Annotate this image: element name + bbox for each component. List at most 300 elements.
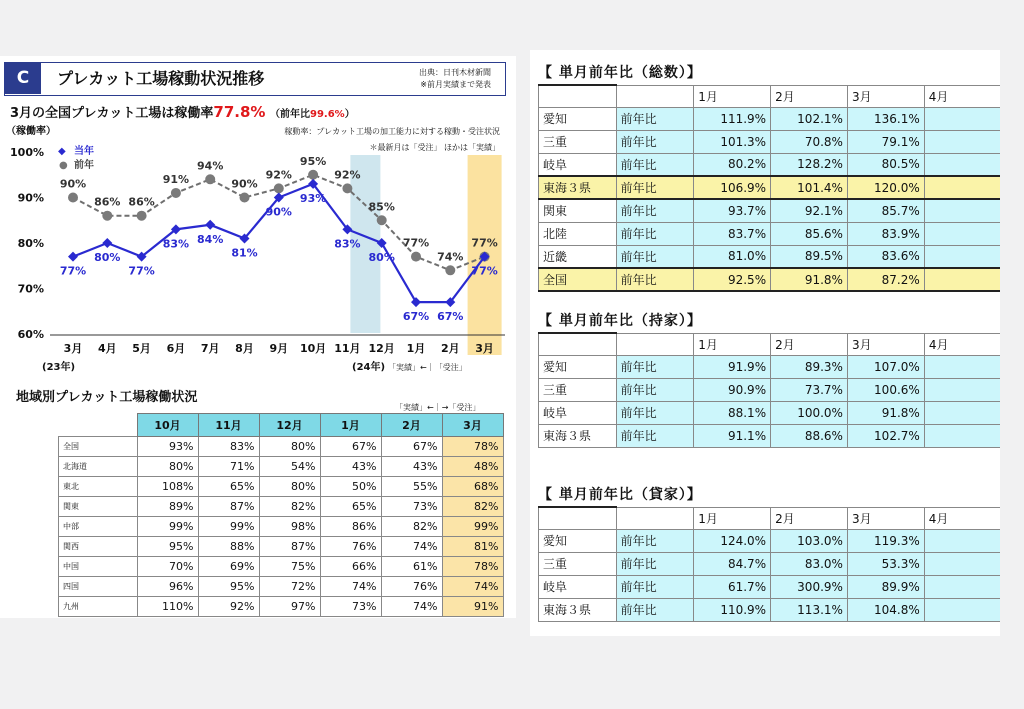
table-row [539, 176, 1001, 199]
table-row [539, 268, 1001, 291]
yoy-value: 110.9% [694, 598, 771, 621]
yoy-header-row [539, 85, 1001, 107]
yoy-value: 83.0% [771, 552, 848, 575]
point-current [102, 238, 112, 248]
region-value: 80% [259, 477, 320, 497]
yoy-header-blank [539, 333, 617, 355]
table-row [539, 199, 1001, 222]
label-prev: 92% [334, 168, 361, 182]
yoy-value: 53.3% [847, 552, 924, 575]
latest-note: ＊最新月は「受注」 ほかは「実績」 [369, 143, 500, 152]
region-name: 全国 [59, 437, 138, 457]
chart-header [4, 62, 506, 96]
region-value: 54% [259, 457, 320, 477]
legend-marker-current: ◆ [58, 146, 66, 157]
chart-title: プレカット工場稼動状況推移 [57, 69, 265, 88]
yoy-value: 119.3% [847, 529, 924, 552]
region-value: 50% [320, 477, 381, 497]
region-value: 75% [259, 557, 320, 577]
region-header-cell: 11月 [198, 414, 259, 437]
label-prev: 86% [128, 195, 155, 209]
yoy-value: 91.8% [847, 401, 924, 424]
yoy-region: 関東 [539, 199, 617, 222]
headline-rate: 77.8% [213, 103, 266, 121]
yoy-empty-cell [924, 424, 1000, 447]
region-value: 82% [442, 497, 503, 517]
yoy-region: 全国 [539, 268, 617, 291]
yoy-table-total [538, 84, 1000, 292]
label-prev: 85% [368, 200, 395, 214]
region-table-title: 地域別プレカット工場稼働状況 [16, 390, 198, 405]
region-value: 55% [381, 477, 442, 497]
yoy-value: 100.0% [771, 401, 848, 424]
headline [10, 102, 355, 121]
point-current [68, 252, 78, 262]
yoy-value: 83.9% [847, 222, 924, 245]
point-prev [308, 170, 318, 180]
region-value: 73% [320, 597, 381, 617]
yoy-metric: 前年比 [616, 199, 694, 222]
x-tick-label: 1月 [406, 342, 426, 355]
header-blank [59, 414, 138, 437]
section-letter: C [5, 63, 41, 94]
region-value: 92% [198, 597, 259, 617]
point-current [411, 297, 421, 307]
yoy-month-header: 4月 [924, 507, 1000, 529]
label-current: 90% [265, 205, 292, 219]
yoy-value: 91.8% [771, 268, 848, 291]
region-name: 東北 [59, 477, 138, 497]
y-tick-label: 100% [10, 146, 44, 159]
yoy-value: 85.7% [847, 199, 924, 222]
table-row [539, 222, 1001, 245]
region-value: 99% [137, 517, 198, 537]
point-prev [171, 188, 181, 198]
point-prev [342, 183, 352, 193]
region-value: 89% [137, 497, 198, 517]
yoy-region: 岐阜 [539, 575, 617, 598]
yoy-header-blank [539, 85, 617, 107]
table-row [539, 378, 1001, 401]
region-header-cell: 12月 [259, 414, 320, 437]
table-row [59, 477, 504, 497]
yoy-header-row [539, 333, 1001, 355]
region-value: 70% [137, 557, 198, 577]
yoy-header-blank [616, 507, 694, 529]
region-value: 80% [137, 457, 198, 477]
region-value: 98% [259, 517, 320, 537]
label-current: 77% [471, 264, 498, 278]
yoy-metric: 前年比 [616, 176, 694, 199]
yoy-value: 101.3% [694, 130, 771, 153]
yoy-value: 91.9% [694, 355, 771, 378]
label-prev: 77% [402, 236, 430, 250]
yoy-value: 104.8% [847, 598, 924, 621]
region-value: 76% [320, 537, 381, 557]
yoy-table-owner [538, 332, 1000, 448]
yoy-empty-cell [924, 598, 1000, 621]
yoy-value: 90.9% [694, 378, 771, 401]
yoy-metric: 前年比 [616, 355, 694, 378]
label-current: 80% [94, 251, 121, 264]
region-value: 82% [381, 517, 442, 537]
region-value: 72% [259, 577, 320, 597]
region-value: 71% [198, 457, 259, 477]
yoy-value: 111.9% [694, 107, 771, 130]
region-value: 99% [198, 517, 259, 537]
region-value: 66% [320, 557, 381, 577]
yoy-month-header: 1月 [694, 507, 771, 529]
yoy-empty-cell [924, 199, 1000, 222]
yoy-value: 61.7% [694, 575, 771, 598]
table-row [539, 575, 1001, 598]
yoy-value: 88.1% [694, 401, 771, 424]
line-chart [0, 122, 516, 384]
region-value: 78% [442, 557, 503, 577]
table-row [59, 497, 504, 517]
yoy-metric: 前年比 [616, 245, 694, 268]
region-value: 99% [442, 517, 503, 537]
table-title-owner: 【 単月前年比（持家）】 [538, 313, 702, 329]
region-value: 108% [137, 477, 198, 497]
yoy-region: 愛知 [539, 355, 617, 378]
x-tick-label: 3月 [63, 342, 83, 355]
region-header-cell: 3月 [442, 414, 503, 437]
label-current: 93% [299, 191, 327, 205]
x-tick-label: 12月 [368, 342, 395, 355]
yoy-region: 三重 [539, 130, 617, 153]
region-table [58, 413, 504, 617]
yoy-month-header: 4月 [924, 333, 1000, 355]
yoy-value: 101.4% [771, 176, 848, 199]
table-row [539, 130, 1001, 153]
label-prev: 86% [94, 195, 121, 209]
table-row [539, 355, 1001, 378]
table-row [539, 153, 1001, 176]
yoy-metric: 前年比 [616, 107, 694, 130]
label-current: 83% [334, 237, 361, 251]
yoy-region: 東海３県 [539, 424, 617, 447]
region-value: 74% [381, 537, 442, 557]
region-value: 65% [198, 477, 259, 497]
legend-label-current: 当年 [74, 146, 94, 157]
yoy-empty-cell [924, 107, 1000, 130]
yoy-value: 113.1% [771, 598, 848, 621]
yoy-region: 愛知 [539, 529, 617, 552]
yoy-header-blank [539, 507, 617, 529]
yoy-value: 80.2% [694, 153, 771, 176]
yoy-metric: 前年比 [616, 424, 694, 447]
region-value: 80% [259, 437, 320, 457]
yoy-value: 83.6% [847, 245, 924, 268]
region-value: 91% [442, 597, 503, 617]
yoy-value: 124.0% [694, 529, 771, 552]
region-value: 67% [320, 437, 381, 457]
y-tick-label: 80% [17, 237, 44, 250]
region-value: 68% [442, 477, 503, 497]
x-tick-label: 3月 [475, 342, 494, 355]
x-tick-label: 5月 [132, 342, 151, 355]
yoy-empty-cell [924, 222, 1000, 245]
region-name: 北海道 [59, 457, 138, 477]
region-header-cell: 1月 [320, 414, 381, 437]
yoy-value: 81.0% [694, 245, 771, 268]
yoy-metric: 前年比 [616, 153, 694, 176]
table-title-total: 【 単月前年比（総数）】 [538, 65, 702, 81]
yoy-metric: 前年比 [616, 529, 694, 552]
yoy-metric: 前年比 [616, 268, 694, 291]
region-name: 四国 [59, 577, 138, 597]
bottom-note: 「実績」←｜「受注」 [388, 363, 467, 372]
table-row [59, 437, 504, 457]
yoy-month-header: 3月 [847, 333, 924, 355]
region-value: 82% [259, 497, 320, 517]
yoy-month-header: 2月 [771, 85, 848, 107]
yoy-value: 83.7% [694, 222, 771, 245]
x-tick-label: 9月 [269, 342, 289, 355]
yoy-value: 300.9% [771, 575, 848, 598]
yoy-metric: 前年比 [616, 552, 694, 575]
yoy-region: 北陸 [539, 222, 617, 245]
region-header-cell: 2月 [381, 414, 442, 437]
region-value: 74% [442, 577, 503, 597]
yoy-empty-cell [924, 575, 1000, 598]
yoy-value: 80.5% [847, 153, 924, 176]
region-value: 96% [137, 577, 198, 597]
region-name: 中部 [59, 517, 138, 537]
region-value: 83% [198, 437, 259, 457]
point-prev [205, 174, 215, 184]
table-row [539, 529, 1001, 552]
yoy-region: 三重 [539, 378, 617, 401]
region-value: 73% [381, 497, 442, 517]
yoy-empty-cell [924, 130, 1000, 153]
yoy-empty-cell [924, 552, 1000, 575]
x-tick-label: 10月 [299, 342, 327, 355]
region-value: 69% [198, 557, 259, 577]
region-value: 95% [198, 577, 259, 597]
label-current: 77% [59, 264, 87, 278]
yoy-empty-cell [924, 401, 1000, 424]
yoy-value: 102.1% [771, 107, 848, 130]
yoy-empty-cell [924, 245, 1000, 268]
point-prev [411, 252, 421, 262]
yoy-empty-cell [924, 176, 1000, 199]
table-row [539, 552, 1001, 575]
region-value: 88% [198, 537, 259, 557]
legend-label-prev: 前年 [74, 160, 94, 171]
yoy-metric: 前年比 [616, 598, 694, 621]
source-note: ※前月実績まで発表 [420, 80, 491, 89]
source-text: 出典：日刊木材新聞 [419, 68, 491, 77]
table-title-rental: 【 単月前年比（貸家）】 [538, 487, 702, 503]
table-row [59, 537, 504, 557]
x-tick-label: 6月 [166, 342, 186, 355]
yoy-value: 120.0% [847, 176, 924, 199]
yoy-empty-cell [924, 529, 1000, 552]
yoy-value: 128.2% [771, 153, 848, 176]
region-table-arrow-note: 「実績」←｜→「受注」 [395, 403, 481, 412]
point-prev [377, 215, 387, 225]
region-name: 関西 [59, 537, 138, 557]
x-tick-label: 4月 [97, 342, 117, 355]
yoy-month-header: 3月 [847, 85, 924, 107]
yoy-metric: 前年比 [616, 575, 694, 598]
headline-prefix: 3月の全国プレカット工場は稼働率 [10, 106, 214, 121]
label-prev: 77% [471, 236, 498, 250]
x-tick-label: 2月 [440, 342, 460, 355]
region-value: 87% [198, 497, 259, 517]
yoy-header-blank [616, 85, 694, 107]
point-prev [240, 193, 250, 203]
yoy-metric: 前年比 [616, 401, 694, 424]
label-prev: 91% [162, 172, 190, 186]
yoy-region: 三重 [539, 552, 617, 575]
table-row [539, 401, 1001, 424]
label-current: 84% [197, 232, 224, 246]
yoy-header-blank [616, 333, 694, 355]
yoy-value: 93.7% [694, 199, 771, 222]
yoy-value: 85.6% [771, 222, 848, 245]
region-value: 74% [320, 577, 381, 597]
yoy-region: 近畿 [539, 245, 617, 268]
headline-yoy-value: 99.6% [309, 109, 345, 120]
y-tick-label: 60% [17, 328, 44, 341]
yoy-region: 愛知 [539, 107, 617, 130]
label-prev: 90% [231, 177, 258, 191]
yoy-metric: 前年比 [616, 130, 694, 153]
yoy-value: 89.9% [847, 575, 924, 598]
region-value: 87% [259, 537, 320, 557]
yoy-month-header: 2月 [771, 507, 848, 529]
region-value: 67% [381, 437, 442, 457]
year-label-end: (24年) [352, 362, 386, 373]
yoy-value: 136.1% [847, 107, 924, 130]
yoy-value: 106.9% [694, 176, 771, 199]
headline-yoy-prefix: （前年比 [269, 109, 310, 120]
region-value: 93% [137, 437, 198, 457]
yoy-value: 92.1% [771, 199, 848, 222]
region-value: 48% [442, 457, 503, 477]
yoy-table-rental [538, 506, 1000, 622]
yoy-value: 102.7% [847, 424, 924, 447]
point-prev [137, 211, 147, 221]
point-current [205, 220, 215, 230]
right-panel [530, 50, 1000, 636]
headline-yoy [270, 109, 355, 120]
table-row [59, 457, 504, 477]
yoy-month-header: 4月 [924, 85, 1000, 107]
year-label-start: (23年) [42, 362, 76, 373]
yoy-header-row [539, 507, 1001, 529]
label-current: 81% [231, 246, 258, 260]
yoy-value: 91.1% [694, 424, 771, 447]
region-value: 95% [137, 537, 198, 557]
yoy-month-header: 1月 [694, 333, 771, 355]
table-row [539, 598, 1001, 621]
region-value: 61% [381, 557, 442, 577]
yoy-region: 東海３県 [539, 176, 617, 199]
region-name: 関東 [59, 497, 138, 517]
yoy-value: 103.0% [771, 529, 848, 552]
table-row [59, 557, 504, 577]
region-value: 76% [381, 577, 442, 597]
point-prev [68, 193, 78, 203]
table-row [539, 424, 1001, 447]
yoy-value: 70.8% [771, 130, 848, 153]
yoy-value: 73.7% [771, 378, 848, 401]
label-current: 80% [368, 251, 395, 264]
yoy-empty-cell [924, 378, 1000, 401]
region-table-header [59, 414, 504, 437]
region-value: 74% [381, 597, 442, 617]
label-prev: 90% [59, 177, 87, 191]
yoy-value: 89.5% [771, 245, 848, 268]
y-axis-label: （稼働率） [6, 126, 56, 137]
region-header-cell: 10月 [137, 414, 198, 437]
label-prev: 95% [299, 154, 327, 168]
left-panel [0, 56, 516, 618]
region-value: 43% [381, 457, 442, 477]
region-name: 九州 [59, 597, 138, 617]
x-tick-label: 11月 [334, 342, 361, 355]
yoy-value: 88.6% [771, 424, 848, 447]
yoy-metric: 前年比 [616, 378, 694, 401]
region-name: 中国 [59, 557, 138, 577]
y-tick-label: 70% [17, 282, 44, 296]
yoy-empty-cell [924, 355, 1000, 378]
region-value: 81% [442, 537, 503, 557]
label-prev: 74% [437, 250, 464, 264]
definition-note: 稼動率：プレカット工場の加工能力に対する稼動・受注状況 [284, 127, 500, 136]
yoy-month-header: 2月 [771, 333, 848, 355]
table-row [59, 517, 504, 537]
yoy-metric: 前年比 [616, 222, 694, 245]
yoy-region: 東海３県 [539, 598, 617, 621]
region-value: 86% [320, 517, 381, 537]
yoy-region: 岐阜 [539, 153, 617, 176]
yoy-value: 84.7% [694, 552, 771, 575]
yoy-region: 岐阜 [539, 401, 617, 424]
label-current: 67% [402, 310, 430, 324]
yoy-value: 92.5% [694, 268, 771, 291]
yoy-value: 89.3% [771, 355, 848, 378]
region-value: 43% [320, 457, 381, 477]
table-row [59, 597, 504, 617]
label-prev: 94% [197, 159, 224, 173]
region-value: 65% [320, 497, 381, 517]
yoy-month-header: 1月 [694, 85, 771, 107]
label-current: 67% [437, 310, 464, 324]
yoy-value: 79.1% [847, 130, 924, 153]
yoy-value: 100.6% [847, 378, 924, 401]
table-row [539, 245, 1001, 268]
table-row [59, 577, 504, 597]
x-tick-label: 7月 [200, 342, 220, 355]
legend-marker-prev: ● [59, 160, 68, 171]
x-tick-label: 8月 [235, 342, 254, 355]
y-tick-label: 90% [17, 191, 44, 205]
point-prev [445, 265, 455, 275]
label-current: 83% [162, 237, 190, 251]
region-value: 78% [442, 437, 503, 457]
yoy-empty-cell [924, 153, 1000, 176]
yoy-value: 87.2% [847, 268, 924, 291]
headline-yoy-suffix: ） [344, 109, 355, 120]
point-prev [102, 211, 112, 221]
label-prev: 92% [265, 168, 292, 182]
region-value: 97% [259, 597, 320, 617]
